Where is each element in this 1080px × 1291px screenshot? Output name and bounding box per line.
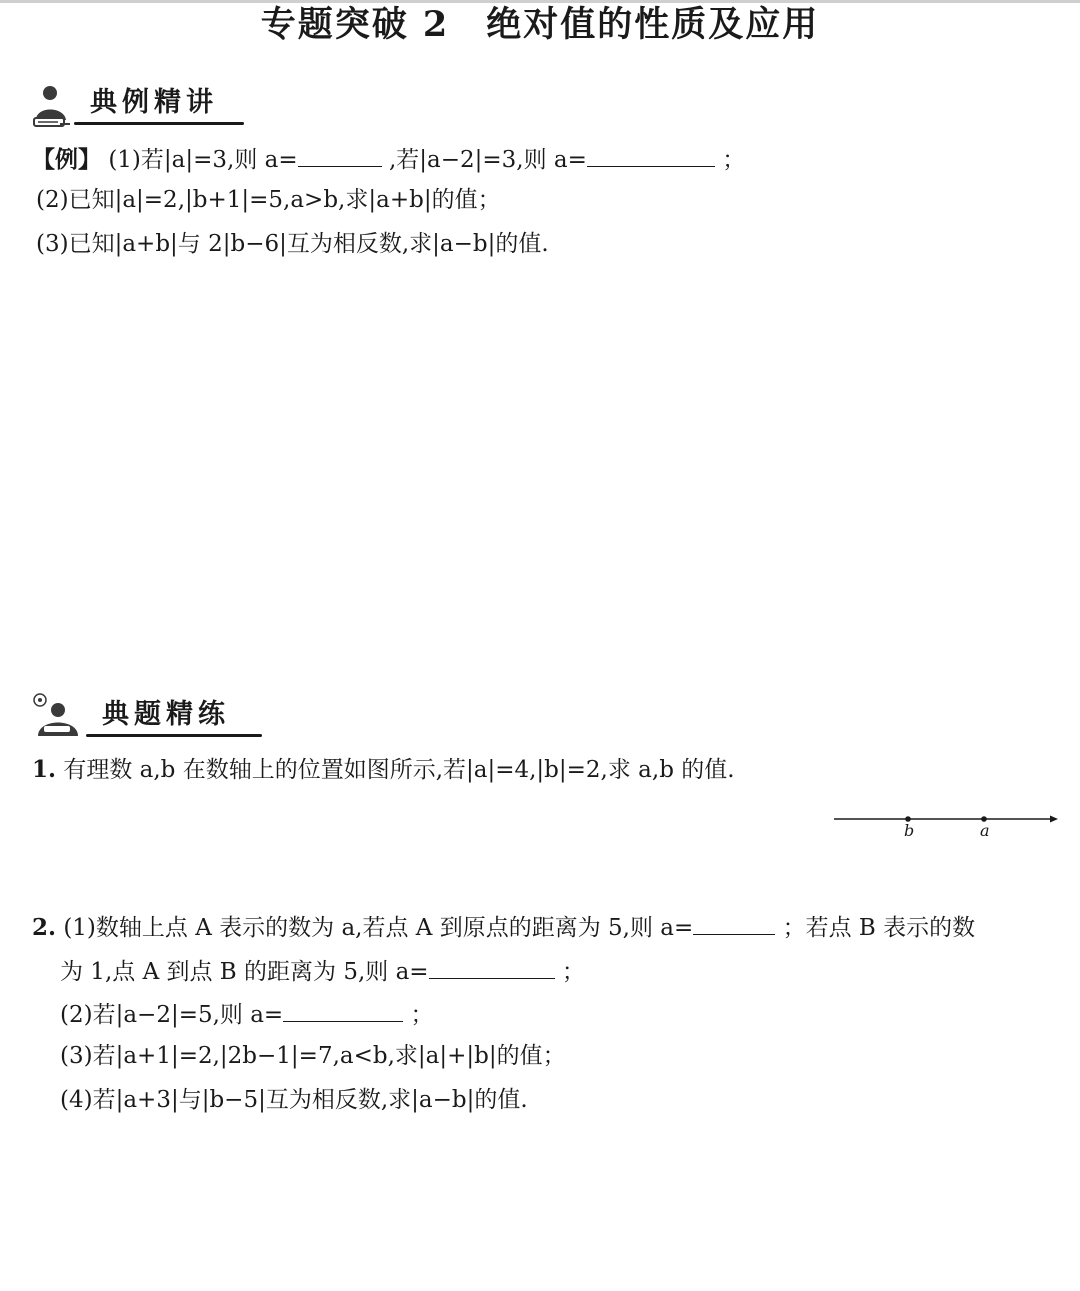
sitting-person-icon bbox=[30, 692, 78, 740]
example-line-2: (2)已知|a|=2,|b+1|=5,a>b,求|a+b|的值； bbox=[36, 187, 501, 213]
question-2-line-5: (4)若|a+3|与|b−5|互为相反数,求|a−b|的值. bbox=[60, 1087, 528, 1113]
question-1 bbox=[32, 755, 735, 785]
question-2-line-2 bbox=[60, 954, 585, 987]
page-title: 专题突破 2 绝对值的性质及应用 bbox=[260, 4, 820, 45]
label-b: b bbox=[904, 821, 915, 840]
example-tag: 【例】 bbox=[32, 146, 101, 173]
answer-blank[interactable] bbox=[298, 142, 382, 167]
answer-blank[interactable] bbox=[693, 910, 775, 935]
q2-text: ；若点 B 表示的数 bbox=[782, 915, 976, 941]
question-text: 有理数 a,b 在数轴上的位置如图所示,若|a|=4,|b|=2,求 a,b 的值. bbox=[63, 757, 735, 783]
example-part1-text: (1)若|a|=3,则 a= bbox=[108, 147, 298, 173]
example-line-1 bbox=[32, 142, 745, 175]
answer-blank[interactable] bbox=[587, 142, 715, 167]
question-number: 2. bbox=[32, 914, 57, 941]
question-2-line-4: (3)若|a+1|=2,|2b−1|=7,a<b,求|a|+|b|的值； bbox=[60, 1043, 566, 1069]
section-title-practice: 典题精练 bbox=[102, 699, 230, 730]
section-title-examples: 典例精讲 bbox=[90, 87, 218, 118]
answer-blank[interactable] bbox=[283, 997, 403, 1022]
question-2-line-1 bbox=[32, 910, 975, 943]
section-header-examples bbox=[30, 84, 270, 134]
punctuation: ； bbox=[410, 1002, 434, 1028]
example-part1-text-b: ,若|a−2|=3,则 a= bbox=[388, 147, 587, 173]
section-header-practice bbox=[30, 692, 270, 742]
section-underline bbox=[86, 734, 262, 737]
punctuation: ； bbox=[561, 959, 585, 985]
answer-blank[interactable] bbox=[429, 954, 555, 979]
section-underline bbox=[74, 122, 244, 125]
q2-text: (2)若|a−2|=5,则 a= bbox=[60, 1002, 284, 1028]
reading-person-icon bbox=[30, 84, 78, 132]
punctuation: ； bbox=[722, 147, 746, 173]
q2-text: 为 1,点 A 到点 B 的距离为 5,则 a= bbox=[60, 959, 429, 985]
q2-text: (1)数轴上点 A 表示的数为 a,若点 A 到原点的距离为 5,则 a= bbox=[63, 915, 694, 941]
question-number: 1. bbox=[32, 756, 57, 783]
question-2-line-3 bbox=[60, 997, 434, 1030]
number-line-arrow bbox=[1050, 816, 1058, 823]
number-line bbox=[830, 805, 1065, 845]
example-line-3: (3)已知|a+b|与 2|b−6|互为相反数,求|a−b|的值. bbox=[36, 231, 549, 257]
label-a: a bbox=[980, 821, 990, 840]
